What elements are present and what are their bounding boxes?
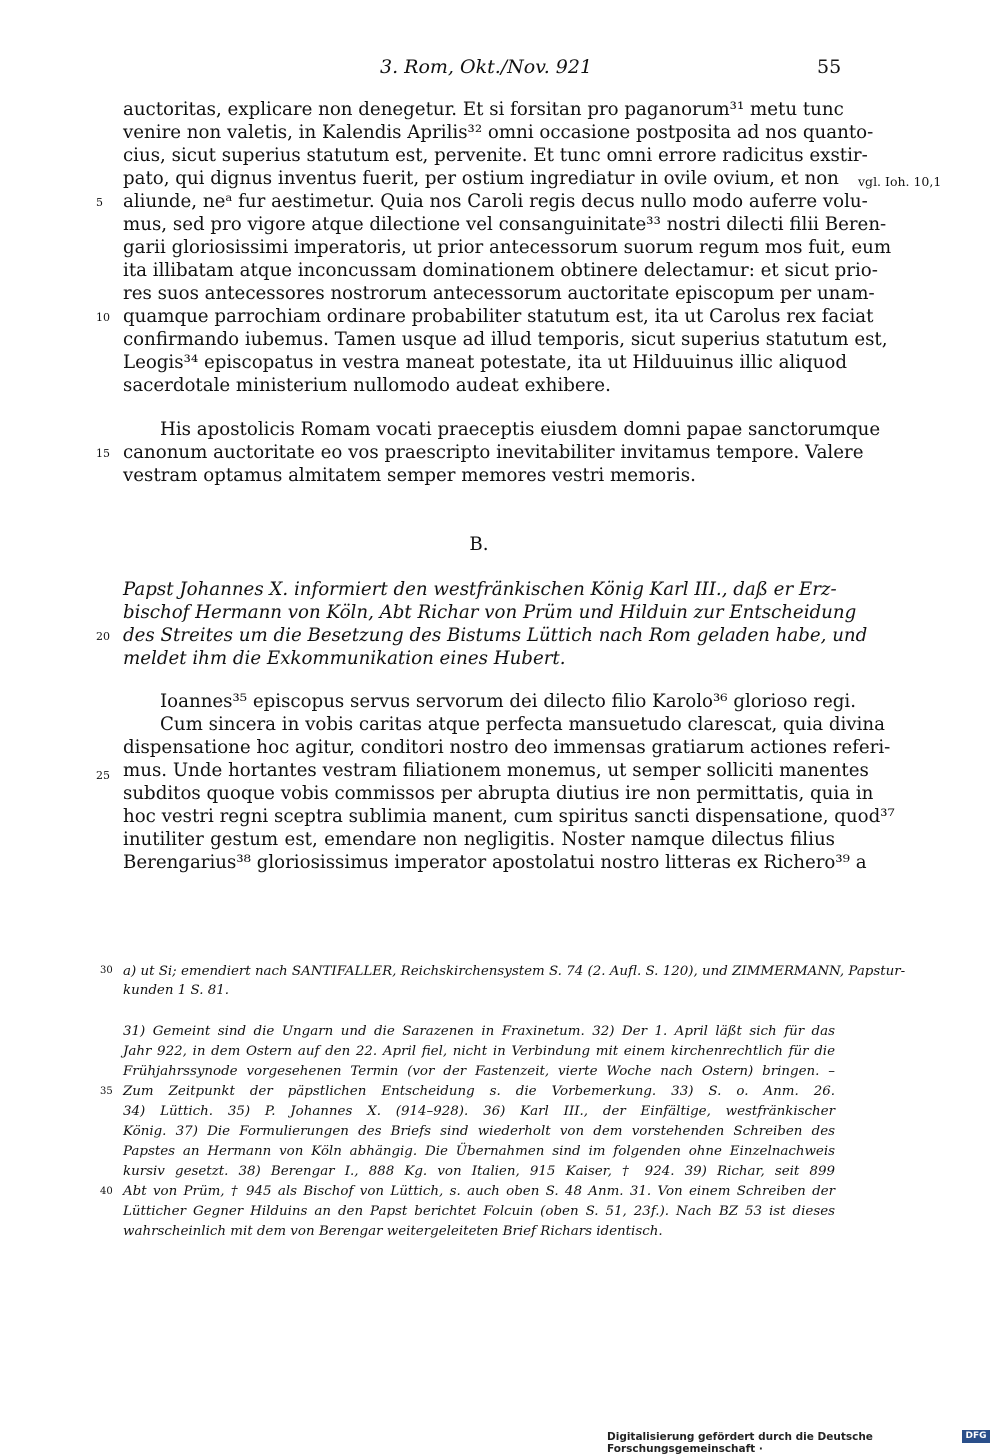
section-heading: B. (469, 534, 489, 555)
text-line: pato, qui dignus inventus fuerit, per ostium ingrediatur in ovile ovium, et non (123, 168, 839, 189)
running-header-title: 3. Rom, Okt./Nov. 921 (380, 56, 593, 78)
footnote-line-number: 40 (100, 1186, 113, 1197)
summary-line: des Streites um die Besetzung des Bistums Lüttich nach Rom geladen habe, und (123, 625, 868, 646)
footnote-line: 34) Lüttich. 35) P. Johannes X. (914–928). 36) Karl III., der Einfältige, westfränkischer (123, 1104, 835, 1119)
footnote-line: Jahr 922, in dem Ostern auf den 22. April fiel, nicht in Verbindung mit einem kirchenrechtlich für die (123, 1044, 835, 1059)
text-line: cius, sicut superius statutum est, pervenite. Et tunc omni errore radicitus exstir- (123, 145, 868, 166)
text-line: Ioannes³⁵ episcopus servus servorum dei dilecto filio Karolo³⁶ glorioso regi. (160, 691, 856, 712)
text-line: res suos antecessores nostrorum antecessorum auctoritate episcopum per unam- (123, 283, 875, 304)
footnote-line: Zum Zeitpunkt der päpstlichen Entscheidung s. die Vorbemerkung. 33) S. o. Anm. 26. (123, 1084, 835, 1099)
line-number: 5 (96, 196, 103, 209)
text-line: venire non valetis, in Kalendis Aprilis³² omni occasione postposita ad nos quanto- (123, 122, 874, 143)
footnote-line: Lütticher Gegner Hilduins an den Papst berichtet Folcuin (oben S. 51, 23f.). Nach BZ 53 ist dieses (123, 1204, 835, 1219)
footnote-line: Abt von Prüm, † 945 als Bischof von Lüttich, s. auch oben S. 48 Anm. 31. Von einem Schreiben der (123, 1184, 835, 1199)
text-line: hoc vestri regni sceptra sublimia manent, cum spiritus sancti dispensatione, quod³⁷ (123, 806, 895, 827)
text-line: canonum auctoritate eo vos praescripto inevitabiliter invitamus tempore. Valere (123, 442, 864, 463)
text-line: Leogis³⁴ episcopatus in vestra maneat potestate, ita ut Hilduuinus illic aliquod (123, 352, 847, 373)
footnote-line: Frühjahrssynode vorgesehenen Termin (vor der Fastenzeit, vierte Woche nach Ostern) bringen. – (123, 1064, 835, 1079)
text-line: Berengarius³⁸ gloriosissimus imperator apostolatui nostro litteras ex Richero³⁹ a (123, 852, 867, 873)
text-line: dispensatione hoc agitur, conditori nostro deo immensas gratiarum actiones referi- (123, 737, 891, 758)
text-line: Cum sincera in vobis caritas atque perfecta mansuetudo clarescat, quia divina (160, 714, 885, 735)
summary-line: Papst Johannes X. informiert den westfränkischen König Karl III., daß er Erz- (123, 579, 837, 600)
dfg-funding-notice: Digitalisierung gefördert durch die Deutsche Forschungsgemeinschaft · (607, 1431, 873, 1455)
summary-line: bischof Hermann von Köln, Abt Richar von Prüm und Hilduin zur Entscheidung (123, 602, 857, 623)
text-line: confirmando iubemus. Tamen usque ad illud temporis, sicut superius statutum est, (123, 329, 888, 350)
footnote-line: wahrscheinlich mit dem von Berengar weitergeleiteten Brief Richars identisch. (123, 1224, 663, 1239)
line-number: 15 (96, 447, 110, 460)
text-line: garii gloriosissimi imperatoris, ut prior antecessorum suorum regum mos fuit, eum (123, 237, 892, 258)
footnote-line: 31) Gemeint sind die Ungarn und die Sarazenen in Fraxinetum. 32) Der 1. April läßt sich für das (123, 1024, 835, 1039)
text-line: His apostolicis Romam vocati praeceptis eiusdem domni papae sanctorumque (160, 419, 881, 440)
text-line: auctoritas, explicare non denegetur. Et si forsitan pro paganorum³¹ metu tunc (123, 99, 844, 120)
dfg-logo: DFG (962, 1430, 990, 1443)
margin-note: vgl. Ioh. 10,1 (858, 174, 942, 189)
text-line: mus. Unde hortantes vestram filiationem monemus, ut semper solliciti manentes (123, 760, 869, 781)
footnote-line: Papstes an Hermann von Köln abhängig. Die Übernahmen sind im folgenden ohne Einzelnachweis (123, 1144, 835, 1159)
footnote-line-number: 30 (100, 965, 113, 976)
text-line: sacerdotale ministerium nullomodo audeat exhibere. (123, 375, 611, 396)
text-line: mus, sed pro vigore atque dilectione vel consanguinitate³³ nostri dilecti filii Beren- (123, 214, 887, 235)
footnote-line: kursiv gesetzt. 38) Berengar I., 888 Kg. von Italien, 915 Kaiser, † 924. 39) Richar, seit 899 (123, 1164, 835, 1179)
text-line: ita illibatam atque inconcussam dominationem obtinere delectamur: et sicut prio- (123, 260, 878, 281)
line-number: 10 (96, 311, 110, 324)
text-line: quamque parrochiam ordinare probabiliter statutum est, ita ut Carolus rex faciat (123, 306, 874, 327)
text-line: aliunde, neᵃ fur aestimetur. Quia nos Caroli regis decus nullo modo auferre volu- (123, 191, 868, 212)
text-line: subditos quoque vobis commissos per abrupta diutius ire non permittatis, quia in (123, 783, 874, 804)
page-number: 55 (817, 56, 842, 78)
text-line: inutiliter gestum est, emendare non negligitis. Noster namque dilectus filius (123, 829, 835, 850)
summary-line: meldet ihm die Exkommunikation eines Hubert. (123, 648, 566, 669)
apparatus-line: kunden 1 S. 81. (123, 983, 230, 998)
footnote-line-number: 35 (100, 1086, 113, 1097)
line-number: 25 (96, 769, 110, 782)
text-line: vestram optamus almitatem semper memores vestri memoris. (123, 465, 696, 486)
apparatus-line: a) ut Si; emendiert nach SANTIFALLER, Reichskirchensystem S. 74 (2. Aufl. S. 120), und ZIMMERMANN, Papstur- (123, 964, 906, 979)
footnote-line: König. 37) Die Formulierungen des Briefs sind wiederholt von dem vorstehenden Schreiben des (123, 1124, 835, 1139)
line-number: 20 (96, 630, 110, 643)
